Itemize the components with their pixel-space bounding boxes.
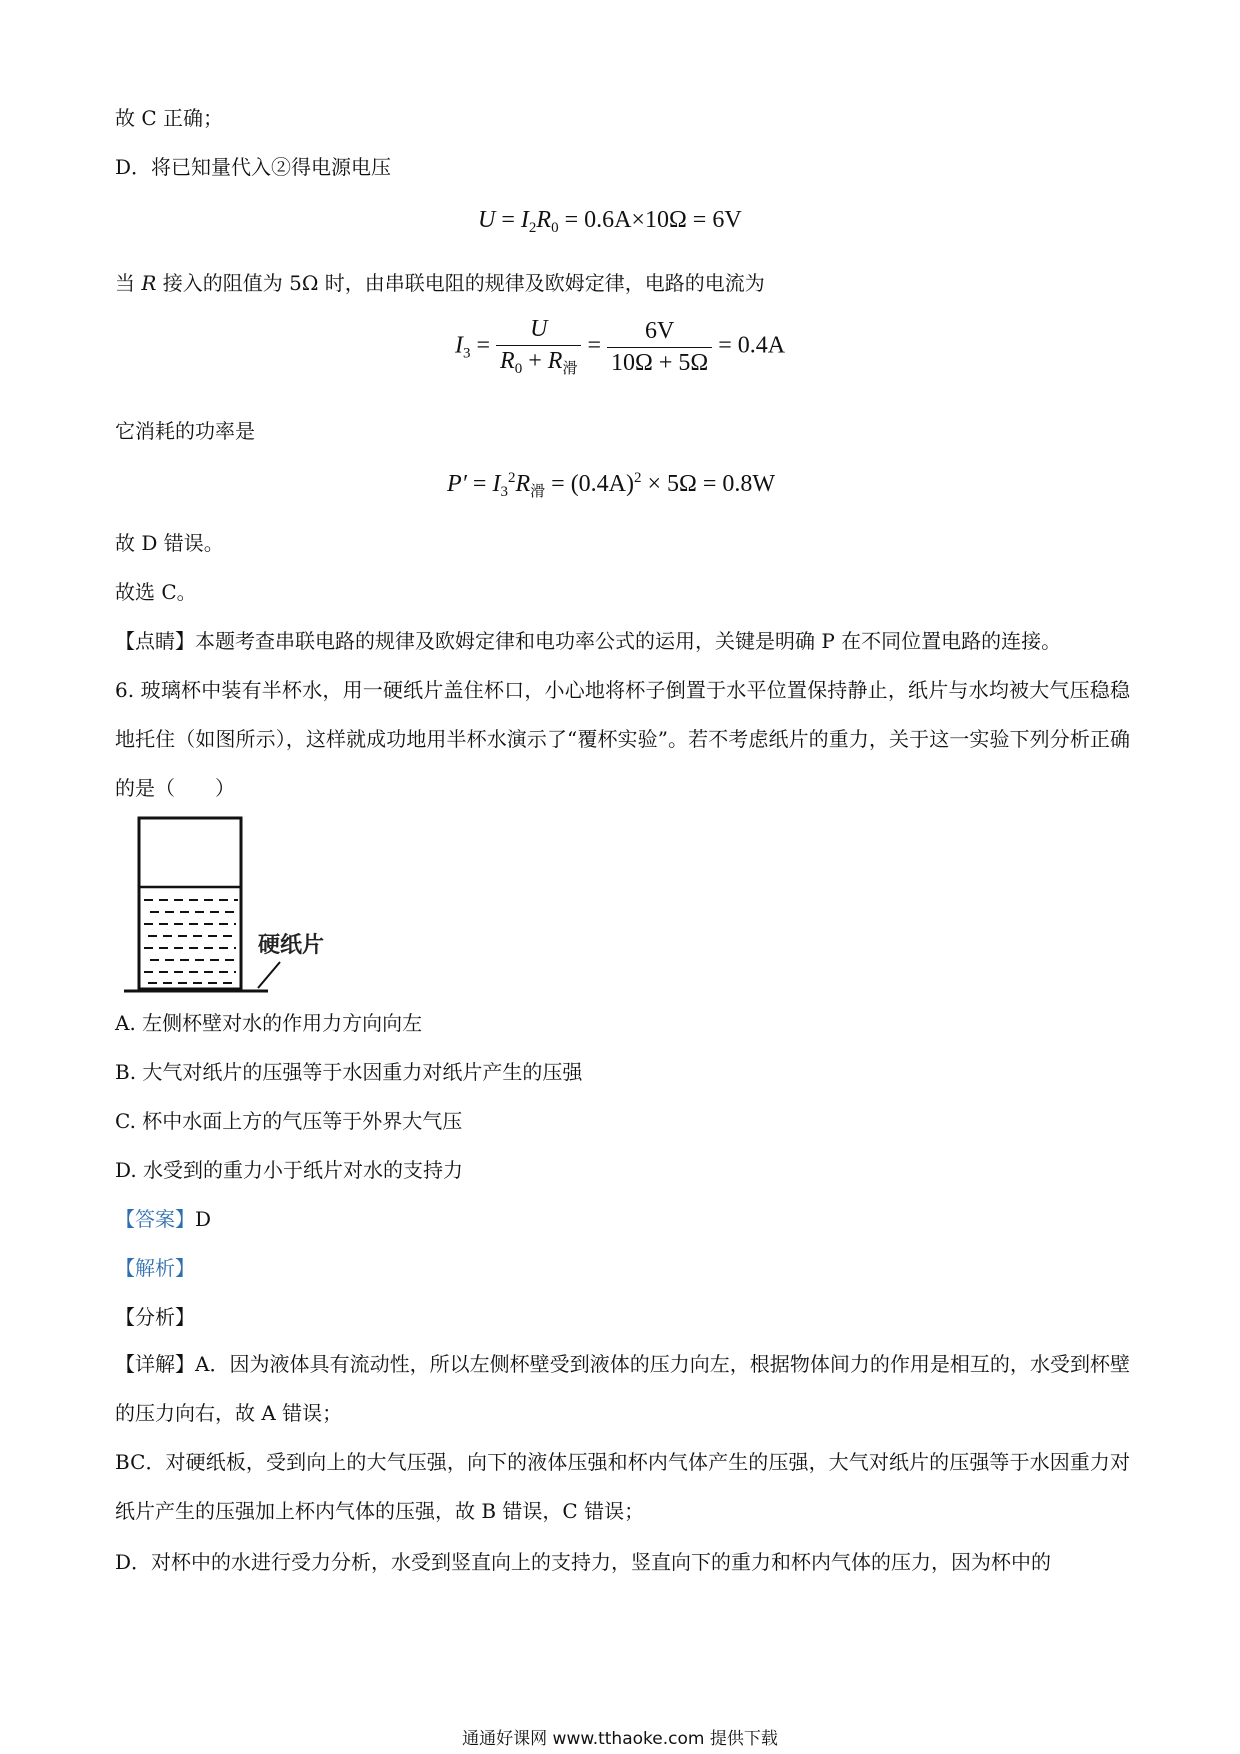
eq-subscript: 0 <box>551 220 559 236</box>
eq-symbol: R <box>515 471 531 497</box>
option-a: A. 左侧杯壁对水的作用力方向向左 <box>115 1011 423 1035</box>
detail-a: 【详解】A．因为液体具有流动性，所以左侧杯壁受到液体的压力向左，根据物体间力的作用是相互的，水受到杯壁的压力向右，故 A 错误； <box>115 1352 1130 1425</box>
answer-value: D <box>195 1207 212 1231</box>
text-span: 当 <box>115 271 135 295</box>
eq-symbol: I <box>492 471 501 497</box>
option-b: B. 大气对纸片的压强等于水因重力对纸片产生的压强 <box>115 1060 583 1084</box>
hint-paragraph: 【点睛】本题考查串联电路的规律及欧姆定律和电功率公式的运用，关键是明确 P 在不同位置电路的连接。 <box>115 629 1062 653</box>
option-c: C. 杯中水面上方的气压等于外界大气压 <box>115 1109 463 1133</box>
eq-superscript: 2 <box>634 470 642 486</box>
eq-symbol: I <box>455 332 463 359</box>
eq-value: = 0.4A <box>718 332 786 359</box>
equation-voltage: $U = I_2R_0 = 0.6A\times 10\Omega = 6V$ <box>478 207 742 236</box>
eq-operator: + <box>528 348 542 374</box>
text-line: D．将已知量代入②得电源电压 <box>115 155 392 179</box>
text-span: 接入的阻值为 5Ω 时，由串联电阻的规律及欧姆定律，电路的电流为 <box>162 271 765 295</box>
footer: 通通好课网 www.tthaoke.com 提供下载 <box>462 1729 778 1749</box>
eq-value: 6V <box>607 318 712 348</box>
eq-value: × 5Ω = 0.8W <box>647 471 776 497</box>
eq-subscript: 3 <box>500 484 508 500</box>
eq-subscript: 3 <box>463 345 471 362</box>
eq-subscript: 滑 <box>530 484 546 500</box>
eq-symbol: U <box>530 316 548 342</box>
eq-superscript: 2 <box>507 470 516 486</box>
eq-symbol: I <box>520 207 529 233</box>
detail-bc: BC．对硬纸板，受到向上的大气压强，向下的液体压强和杯内气体产生的压强，大气对纸片的压强等于水因重力对纸片产生的压强加上杯内气体的压强，故 B 错误，C 错误； <box>115 1450 1130 1523</box>
text-line: 故选 C。 <box>115 580 197 604</box>
eq-value: = 0.6A×10Ω = 6V <box>564 207 742 233</box>
analysis-label: 【解析】 <box>115 1256 195 1280</box>
eq-value: 10Ω + 5Ω <box>611 349 709 376</box>
eq-symbol: R <box>500 348 515 374</box>
figure-label: 硬纸片 <box>258 932 325 958</box>
eq-subscript: 滑 <box>562 361 578 377</box>
eq-symbol: P′ <box>447 471 467 497</box>
equation-current: $I_3$ = $\frac{U}{R_0 + R_滑}$ = $\frac{6V}{10\Omega + 5\Omega}$ = 0.4A <box>455 316 786 377</box>
fenxi-label: 【分析】 <box>115 1305 195 1329</box>
eq-symbol: R <box>141 271 157 295</box>
text-line: 它消耗的功率是 <box>115 419 255 443</box>
eq-subscript: 0 <box>514 361 523 377</box>
eq-subscript: 2 <box>528 220 537 236</box>
fraction <box>607 318 712 377</box>
option-d: D. 水受到的重力小于纸片对水的支持力 <box>115 1158 464 1182</box>
text-line: 故 D 错误。 <box>115 531 224 555</box>
question-stem: 6. 玻璃杯中装有半杯水，用一硬纸片盖住杯口，小心地将杯子倒置于水平位置保持静止，纸片与水均被大气压稳稳地托住（如图所示），这样就成功地用半杯水演示了“覆杯实验”。若不考虑纸片的重力，关于这一实验下列分析正确的是（ ） <box>115 678 1130 800</box>
eq-symbol: R <box>547 348 563 374</box>
text-line: 故 C 正确； <box>115 106 224 130</box>
equation-power: $P' = I_3^2R_滑 = (0.4A)^2 \times 5\Omega = 0.8W$ <box>447 470 776 500</box>
answer-label: 【答案】 <box>115 1207 195 1231</box>
eq-value: = (0.4A) <box>551 471 635 497</box>
eq-symbol: R <box>536 207 552 233</box>
answer-line <box>115 1204 211 1234</box>
inverted-cup-figure <box>118 815 348 1005</box>
eq-symbol: U <box>478 207 496 233</box>
text-line <box>115 268 765 298</box>
fraction <box>496 316 581 378</box>
detail-d: D．对杯中的水进行受力分析，水受到竖直向上的支持力，竖直向下的重力和杯内气体的压力，因为杯中的 <box>115 1550 1052 1574</box>
